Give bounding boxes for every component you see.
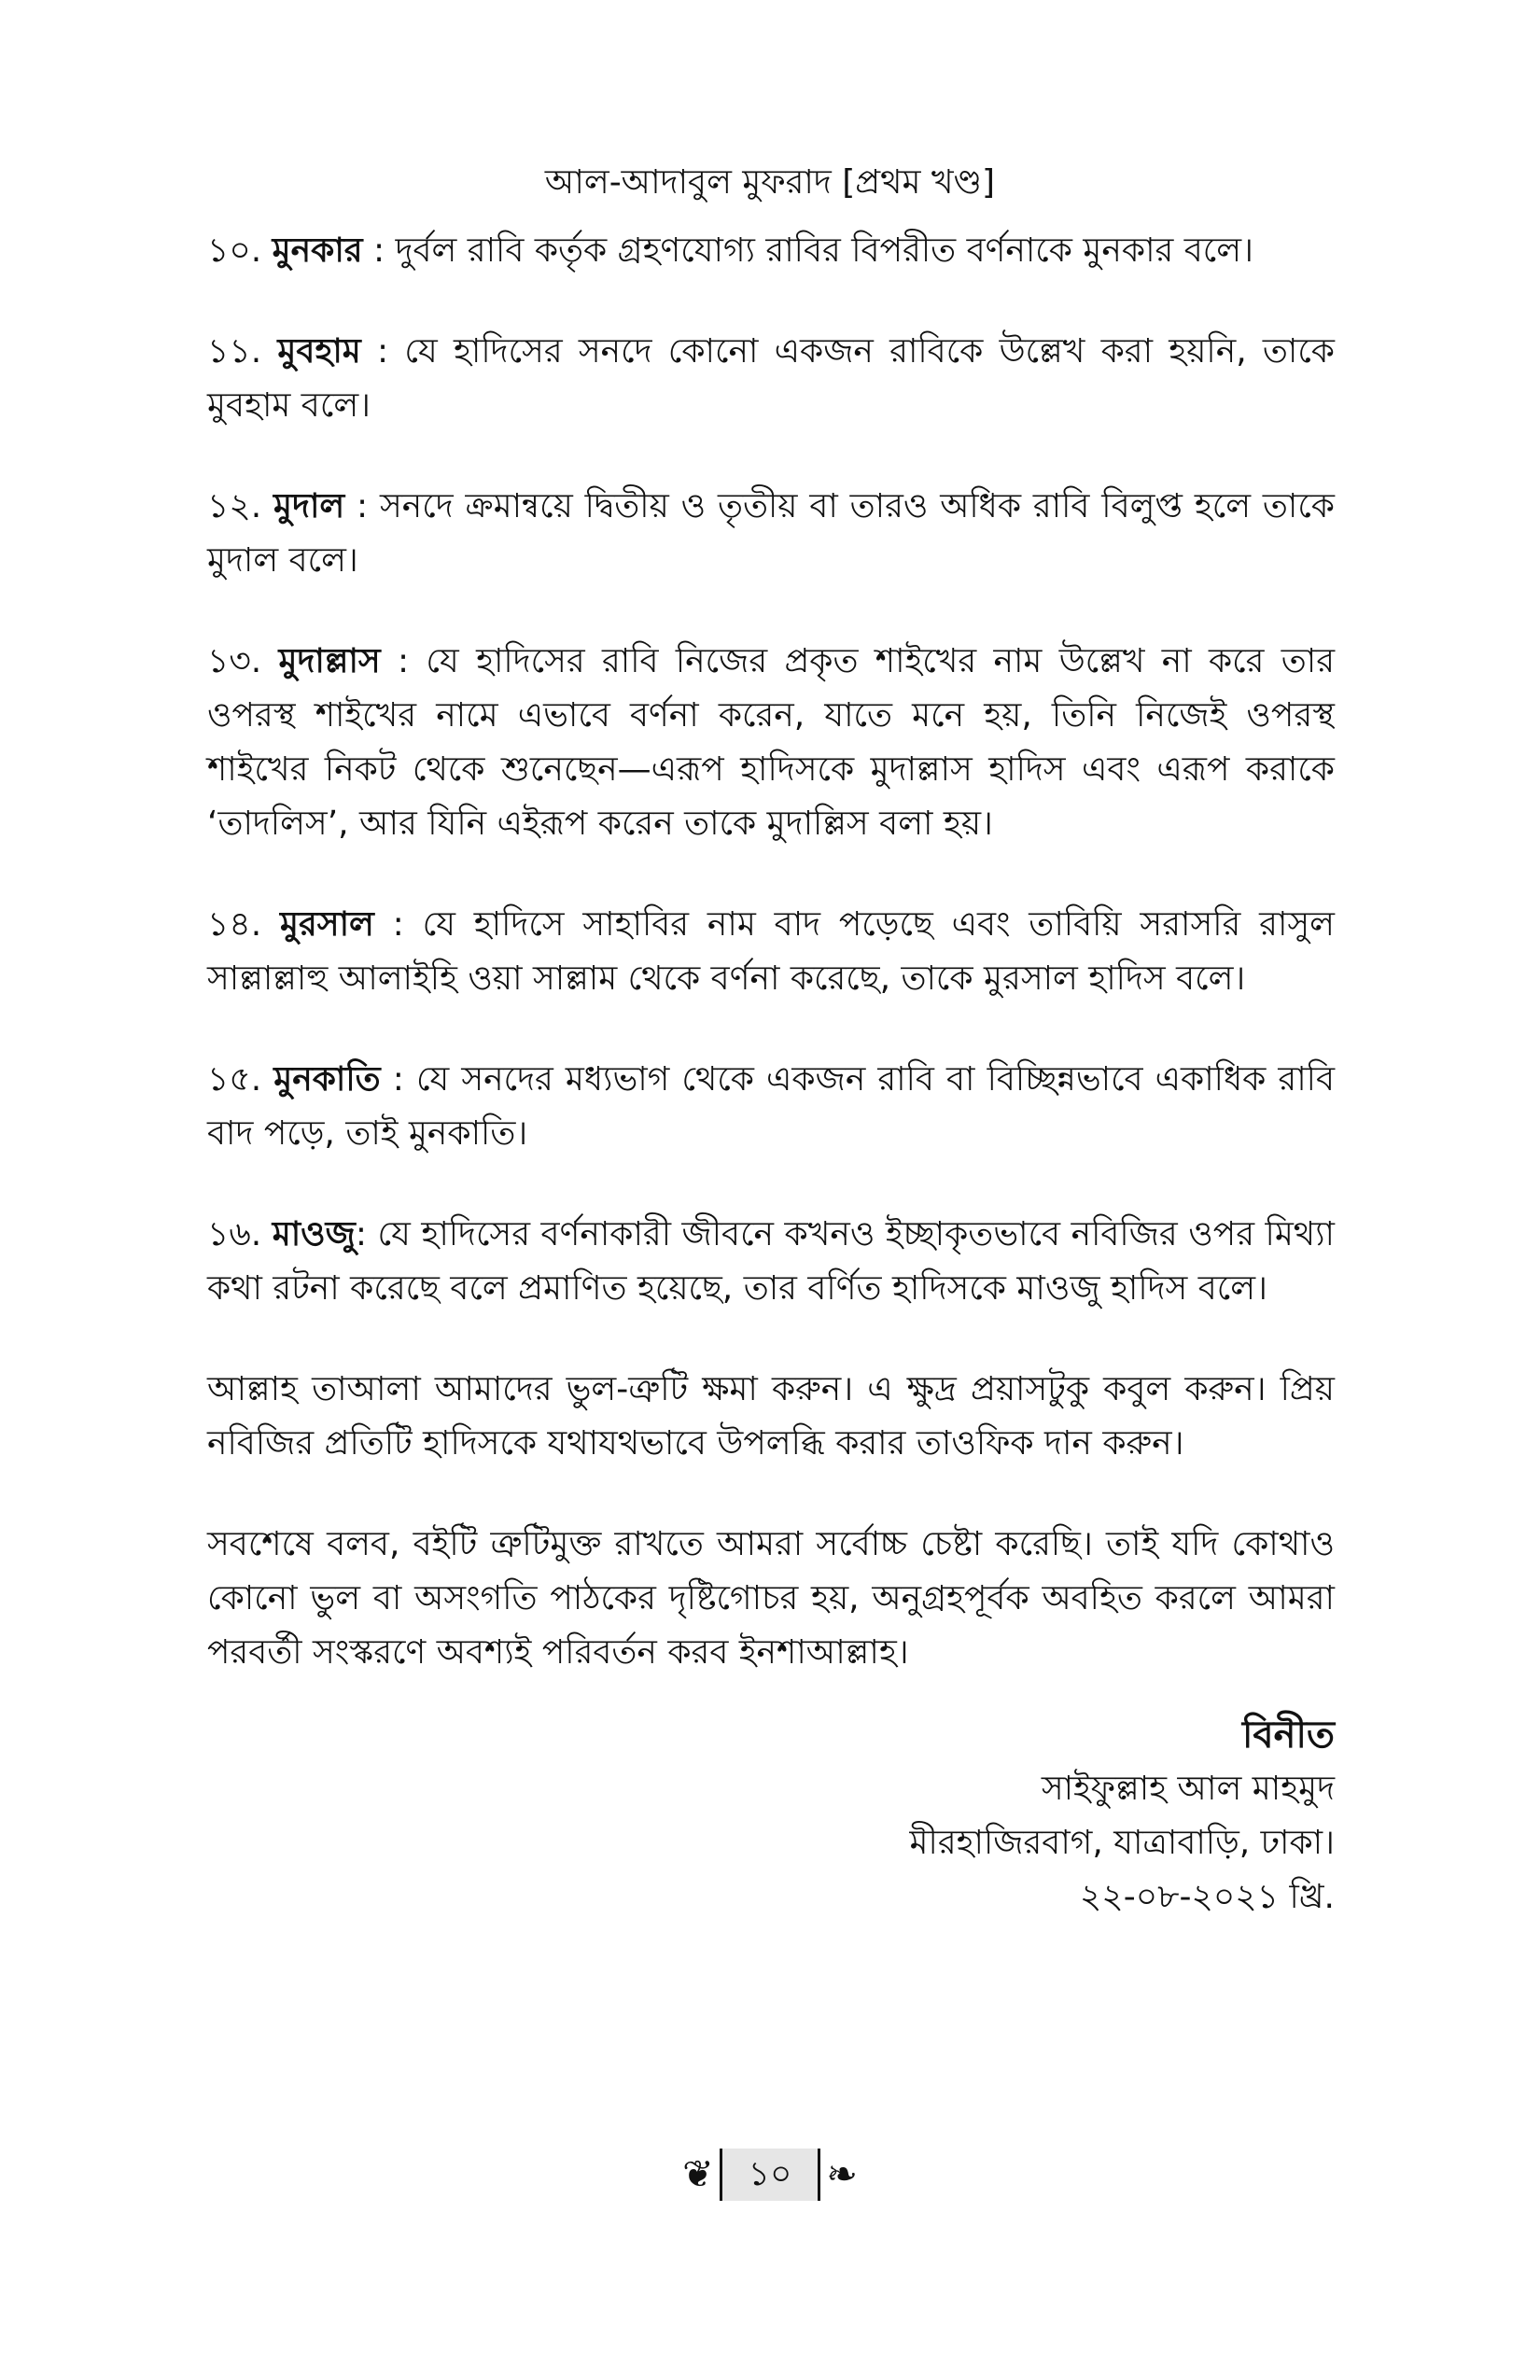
definition-text: : সনদে ক্রমান্বয়ে দ্বিতীয় ও তৃতীয় বা তারও অধিক রাবি বিলুপ্ত হলে তাকে মুদাল বলে। <box>207 487 1335 580</box>
ornament-right-icon: ❧ <box>826 2153 858 2196</box>
definition-paragraph <box>207 898 1335 1006</box>
definition-term: মুনকার <box>272 231 363 270</box>
definition-term: মুনকাতি <box>273 1060 381 1099</box>
closing-paragraph: আল্লাহ তাআলা আমাদের ভুল-ত্রুটি ক্ষমা করুন। এ ক্ষুদ্র প্রয়াসটুকু কবুল করুন। প্রিয় নবিজির প্রতিটি হাদিসকে যথাযথভাবে উপলব্ধি করার তাওফিক দান করুন। <box>207 1370 1335 1463</box>
definition-paragraph <box>207 480 1335 588</box>
definition-text: : যে হাদিসের সনদে কোনো একজন রাবিকে উল্লেখ করা হয়নি, তাকে মুবহাম বলে। <box>207 332 1335 425</box>
page-footer <box>0 2147 1540 2203</box>
definition-number: ১৫. <box>207 1060 262 1099</box>
signature-date: ২২-০৮-২০২১ খ্রি. <box>1079 1878 1335 1916</box>
definition-term: মুরসাল <box>280 905 374 944</box>
definition-number: ১০. <box>207 231 262 270</box>
definition-number: ১১. <box>207 332 262 371</box>
definition-number: ১৪. <box>207 905 262 944</box>
definition-paragraph <box>207 635 1335 851</box>
definition-paragraph <box>207 325 1335 433</box>
page-number: ১০ <box>720 2149 821 2201</box>
running-header: আল-আদাবুল মুফরাদ [প্রথম খণ্ড] <box>544 163 996 202</box>
definition-paragraph <box>207 224 1335 278</box>
definition-term: মুদাল <box>273 487 345 525</box>
definition-text: : যে হাদিসের বর্ণনাকারী জীবনে কখনও ইচ্ছাকৃতভাবে নবিজির ওপর মিথ্যা কথা রটনা করেছে বলে প্রমাণিত হয়েছে, তার বর্ণিত হাদিসকে মাওজু হাদিস বলে। <box>207 1215 1335 1308</box>
definition-term: মাওজু <box>272 1215 356 1253</box>
definition-paragraph <box>207 1053 1335 1161</box>
definition-term: মুবহাম <box>277 332 361 371</box>
definition-term: মুদাল্লাস <box>278 642 381 680</box>
definition-text: : যে সনদের মধ্যভাগ থেকে একজন রাবি বা বিচ্ছিন্নভাবে একাধিক রাবি বাদ পড়ে, তাই মুনকাতি। <box>207 1060 1335 1153</box>
ornament-left-icon: ❦ <box>682 2153 714 2196</box>
signature-block <box>681 1708 1335 1925</box>
signature-address: মীরহাজিরবাগ, যাত্রাবাড়ি, ঢাকা। <box>909 1824 1335 1862</box>
definition-number: ১৬. <box>207 1215 262 1253</box>
signature-closing: বিনীত <box>1241 1714 1335 1757</box>
definition-paragraph <box>207 1208 1335 1316</box>
definition-text: : দুর্বল রাবি কর্তৃক গ্রহণযোগ্য রাবির বিপরীত বর্ণনাকে মুনকার বলে। <box>362 231 1253 270</box>
definition-number: ১৩. <box>207 642 262 680</box>
definition-number: ১২. <box>207 487 262 525</box>
page-body <box>207 224 1335 1727</box>
signature-name: সাইফুল্লাহ আল মাহমুদ <box>1041 1770 1335 1808</box>
definition-text: : যে হাদিসের রাবি নিজের প্রকৃত শাইখের নাম উল্লেখ না করে তার ওপরস্থ শাইখের নামে এভাবে বর্ণনা করেন, যাতে মনে হয়, তিনি নিজেই ওপরস্থ শাইখের নিকট থেকে শুনেছেন—এরূপ হাদিসকে মুদাল্লাস হাদিস এবং এরূপ করাকে ‘তাদলিস’, আর যিনি এইরূপ করেন তাকে মুদাল্লিস বলা হয়। <box>207 642 1335 843</box>
definition-text: : যে হাদিসে সাহাবির নাম বাদ পড়েছে এবং তাবিয়ি সরাসরি রাসুল সাল্লাল্লাহু আলাইহি ওয়া সাল্লাম থেকে বর্ণনা করেছে, তাকে মুরসাল হাদিস বলে। <box>207 905 1335 998</box>
closing-paragraph: সবশেষে বলব, বইটি ত্রুটিমুক্ত রাখতে আমরা সর্বোচ্চ চেষ্টা করেছি। তাই যদি কোথাও কোনো ভুল বা অসংগতি পাঠকের দৃষ্টিগোচর হয়, অনুগ্রহপূর্বক অবহিত করলে আমরা পরবর্তী সংস্করণে অবশ্যই পরিবর্তন করব ইনশাআল্লাহ। <box>207 1525 1335 1672</box>
